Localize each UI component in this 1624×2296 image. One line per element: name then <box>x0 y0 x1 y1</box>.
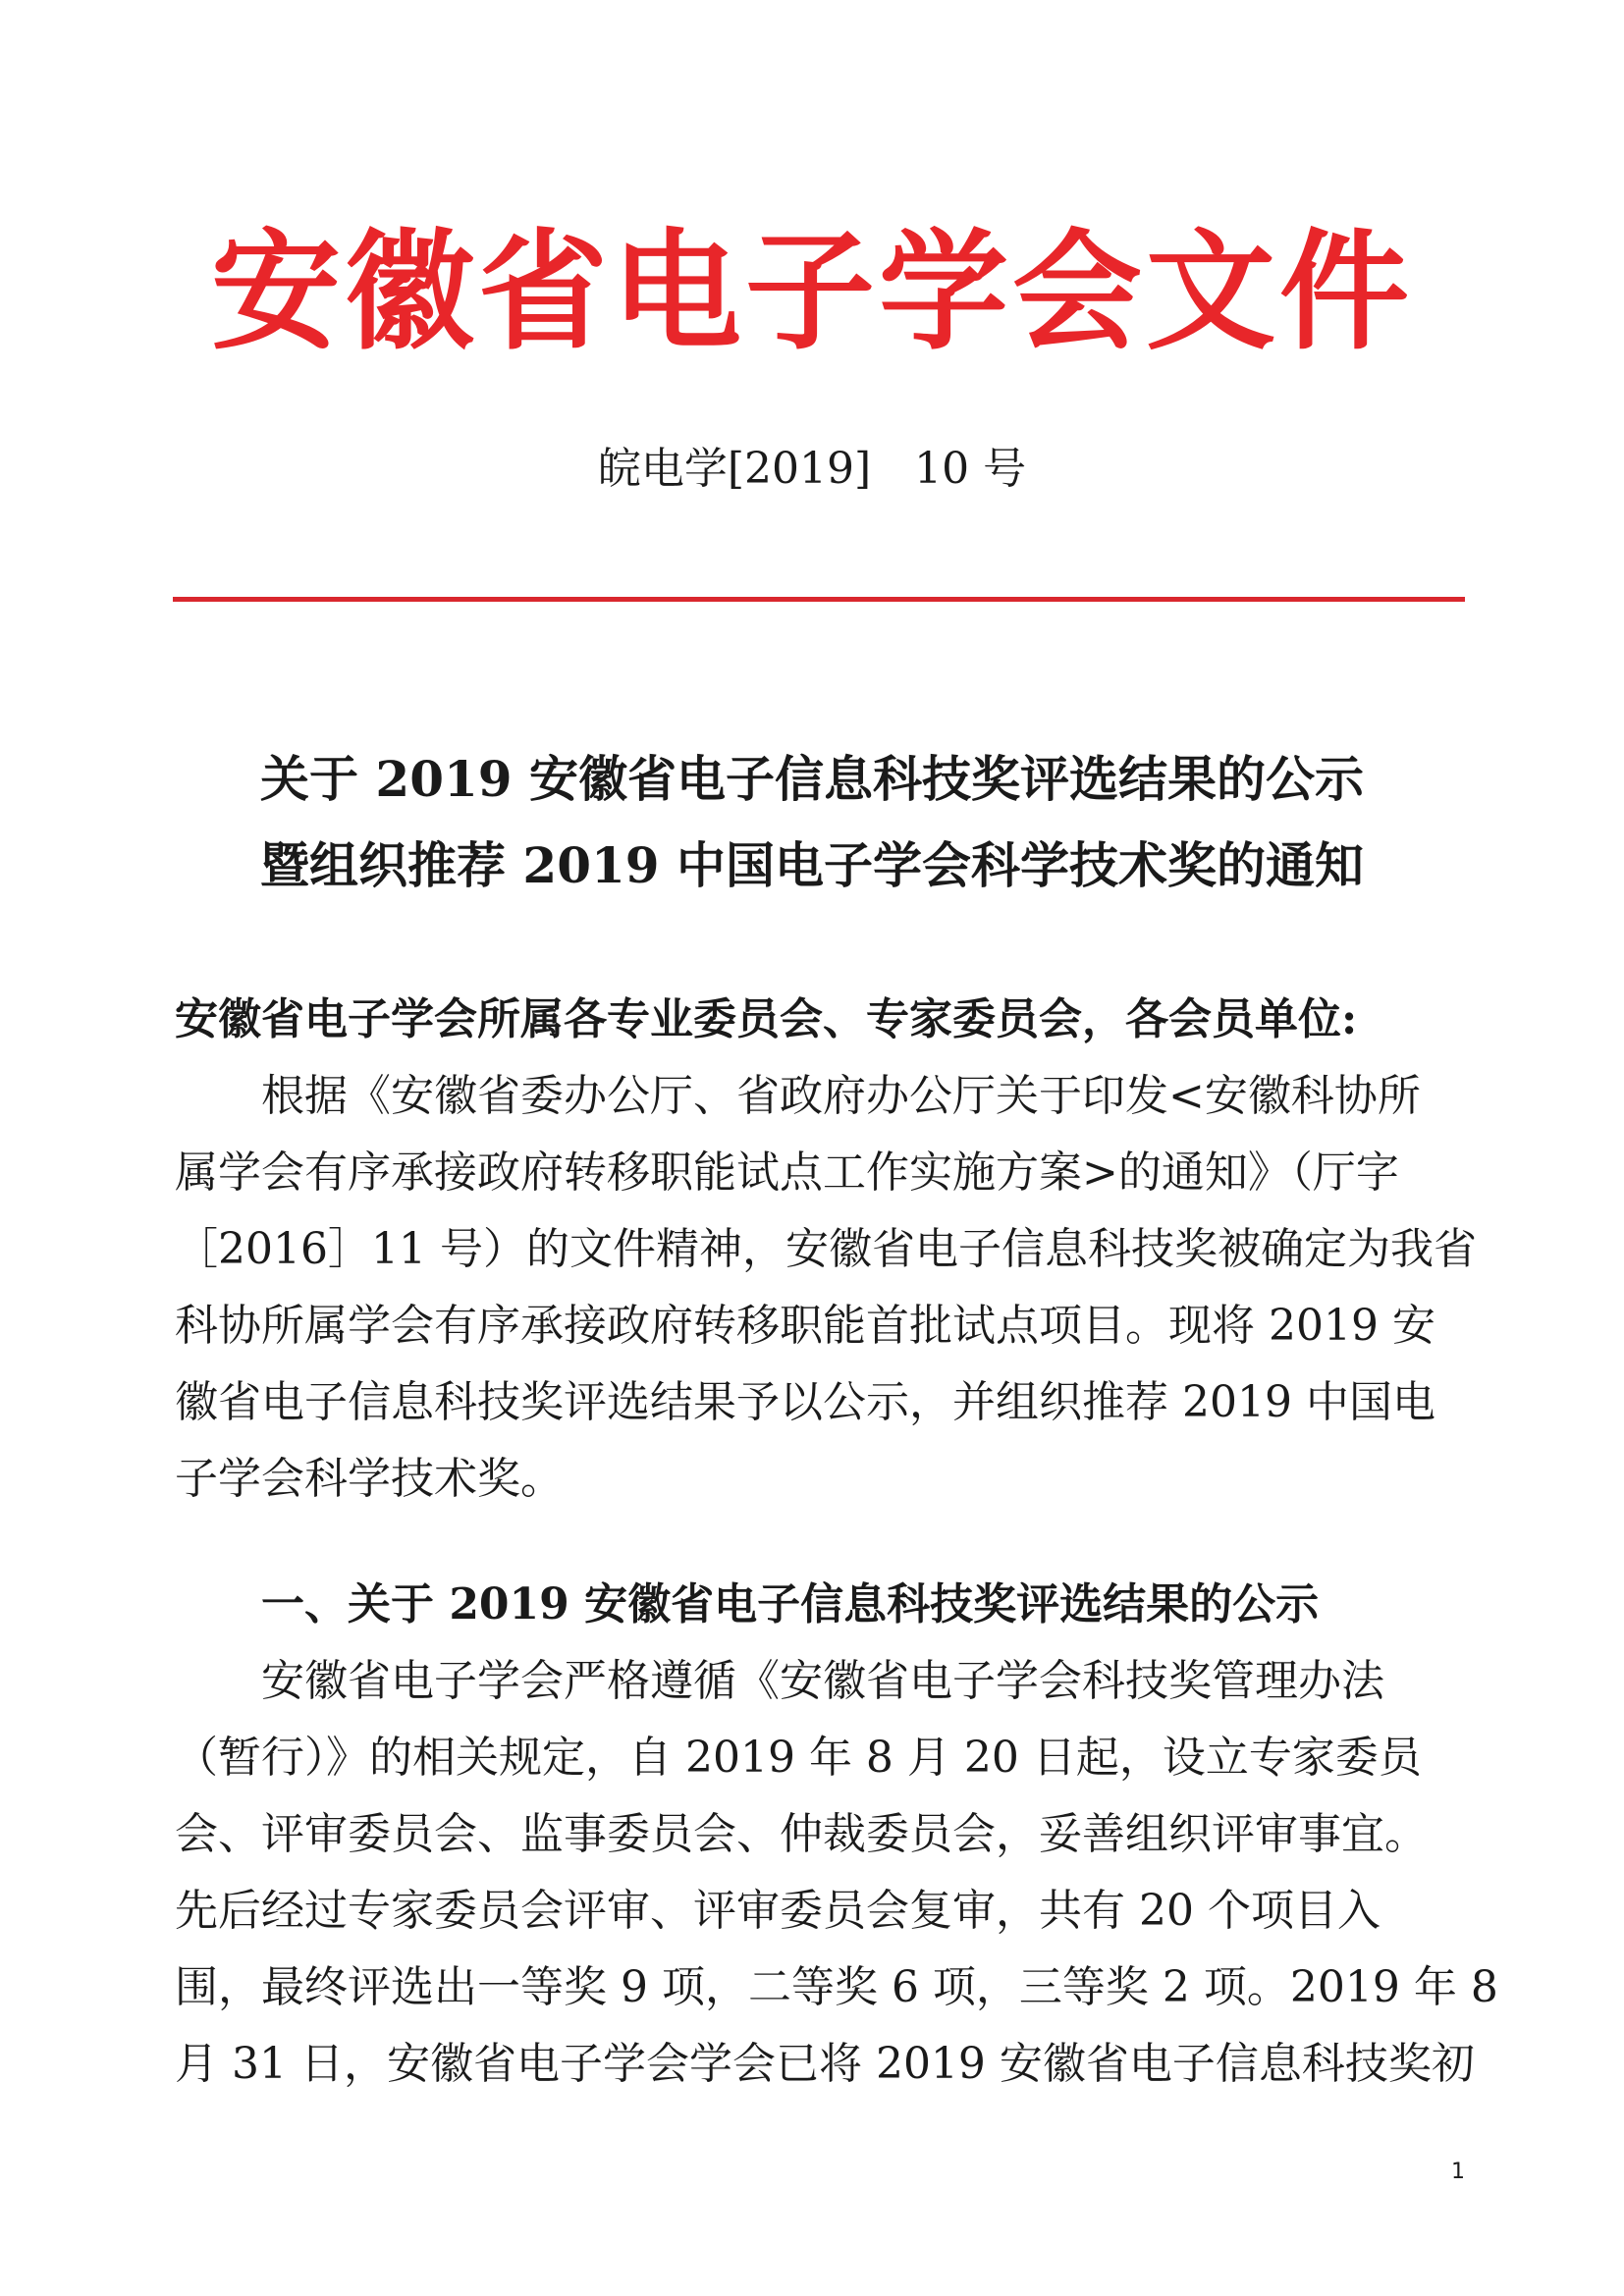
document-number: 皖电学[2019] 10 号 <box>597 444 1027 494</box>
section-1-heading: 一、关于 2019 安徽省电子信息科技奖评选结果的公示 <box>261 1579 1320 1629</box>
salutation: 安徽省电子学会所属各专业委员会、专家委员会，各会员单位: <box>175 994 1358 1044</box>
header-divider <box>173 597 1465 602</box>
paragraph-2-line: 围，最终评选出一等奖 9 项，二等奖 6 项，三等奖 2 项。2019 年 8 <box>175 1962 1498 2012</box>
paragraph-1-line: 根据《安徽省委办公厅、省政府办公厅关于印发<安徽科协所 <box>261 1071 1421 1121</box>
paragraph-1-line: 徽省电子信息科技奖评选结果予以公示，并组织推荐 2019 中国电 <box>175 1377 1435 1427</box>
paragraph-2-line: 先后经过专家委员会评审、评审委员会复审，共有 20 个项目入 <box>175 1886 1380 1936</box>
paragraph-1 <box>175 1058 1477 1518</box>
paragraph-1-line: ［2016］11 号）的文件精神，安徽省电子信息科技奖被确定为我省 <box>175 1224 1477 1274</box>
paragraph-2-line: 安徽省电子学会严格遵循《安徽省电子学会科技奖管理办法 <box>261 1656 1384 1706</box>
paragraph-2-line: （暂行）》的相关规定，自 2019 年 8 月 20 日起，设立专家委员 <box>175 1733 1422 1783</box>
notice-title-line-1: 关于 2019 安徽省电子信息科技奖评选结果的公示 <box>260 750 1364 808</box>
page-number: 1 <box>1451 2160 1465 2184</box>
paragraph-1-line: 科协所属学会有序承接政府转移职能首批试点项目。现将 2019 安 <box>175 1301 1435 1351</box>
notice-title-line-2: 暨组织推荐 2019 中国电子学会科学技术奖的通知 <box>260 836 1364 894</box>
document-body <box>175 982 1498 2103</box>
notice-title <box>0 736 1624 909</box>
paragraph-2-line: 月 31 日，安徽省电子学会学会已将 2019 安徽省电子信息科技奖初 <box>175 2039 1475 2089</box>
org-title: 安徽省电子学会文件 <box>211 216 1413 368</box>
paragraph-1-line: 属学会有序承接政府转移职能试点工作实施方案>的通知》（厅字 <box>175 1148 1399 1198</box>
paragraph-2-line: 会、评审委员会、监事委员会、仲裁委员会，妥善组织评审事宜。 <box>175 1809 1428 1859</box>
paragraph-1-line: 子学会科学技术奖。 <box>175 1454 564 1504</box>
paragraph-2 <box>175 1643 1498 2103</box>
